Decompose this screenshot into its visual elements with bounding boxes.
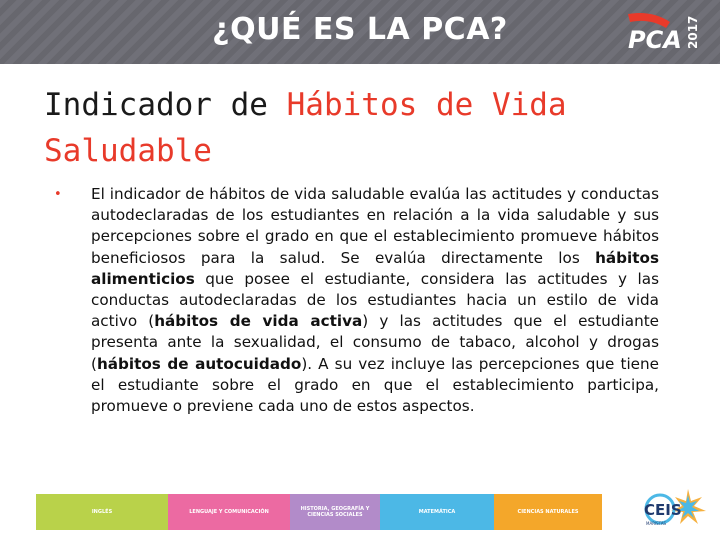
body-text-segment-4: ). A su vez incluye las percepciones que tiene el estudiante sobre el grado en que el establecimiento participa, promueve o previene cada uno de estos aspectos. <box>91 354 659 416</box>
page-title <box>44 82 684 174</box>
title-part-1: Indicador de <box>44 87 287 123</box>
ceis-logo-subtext: MARISTAS <box>646 521 667 526</box>
body-text-segment-2: que posee el estudiante, considera las actitudes y las conductas autodeclaradas de los estudiantes hacia un estilo de vida activo ( <box>91 269 659 331</box>
header-title: ¿QUÉ ES LA PCA? <box>212 12 508 47</box>
bullet-marker: • <box>54 187 62 202</box>
footer-subject-ingles <box>36 494 168 530</box>
body-bold-habitos-alimenticios: hábitos alimenticios <box>91 248 659 288</box>
pca-logo-text: PCA <box>628 26 682 54</box>
title-part-3-highlight: Saludable <box>44 133 212 169</box>
footer-subject-label: LENGUAJE Y COMUNICACIÓN <box>189 509 269 515</box>
body-text-segment-1: El indicador de hábitos de vida saludable evalúa las actitudes y conductas autodeclaradas de los estudiantes en relación a la vida saludable y sus percepciones sobre el grado en que el establecimiento promueve hábitos beneficiosos para la salud. Se evalúa directamente los <box>91 185 659 267</box>
header-banner <box>0 0 720 64</box>
footer-subject-label: MATEMÁTICA <box>418 509 456 515</box>
footer-subject-historia <box>290 494 380 530</box>
footer-subject-label: INGLÉS <box>91 509 113 515</box>
body-bold-habitos-autocuidado: hábitos de autocuidado <box>96 354 302 373</box>
body-bold-habitos-vida-activa: hábitos de vida activa <box>154 312 363 331</box>
footer-subject-label: CIENCIAS NATURALES <box>517 509 579 515</box>
footer-subject-matematica <box>380 494 494 530</box>
body-text-segment-3: ) y las actitudes que el estudiante presenta ante la sexualidad, el consumo de tabaco, alcohol y drogas ( <box>91 312 659 373</box>
title-part-2-highlight: Hábitos de Vida <box>286 87 567 123</box>
ceis-logo <box>638 487 708 531</box>
footer-subject-label: HISTORIA, GEOGRAFÍA Y CIENCIAS SOCIALES <box>300 506 370 518</box>
ceis-logo-text: CEIS <box>644 501 682 519</box>
pca-logo-year: 2017 <box>686 15 700 49</box>
footer-subject-ciencias <box>494 494 602 530</box>
body-paragraph <box>91 184 659 417</box>
footer-subject-lenguaje <box>168 494 290 530</box>
